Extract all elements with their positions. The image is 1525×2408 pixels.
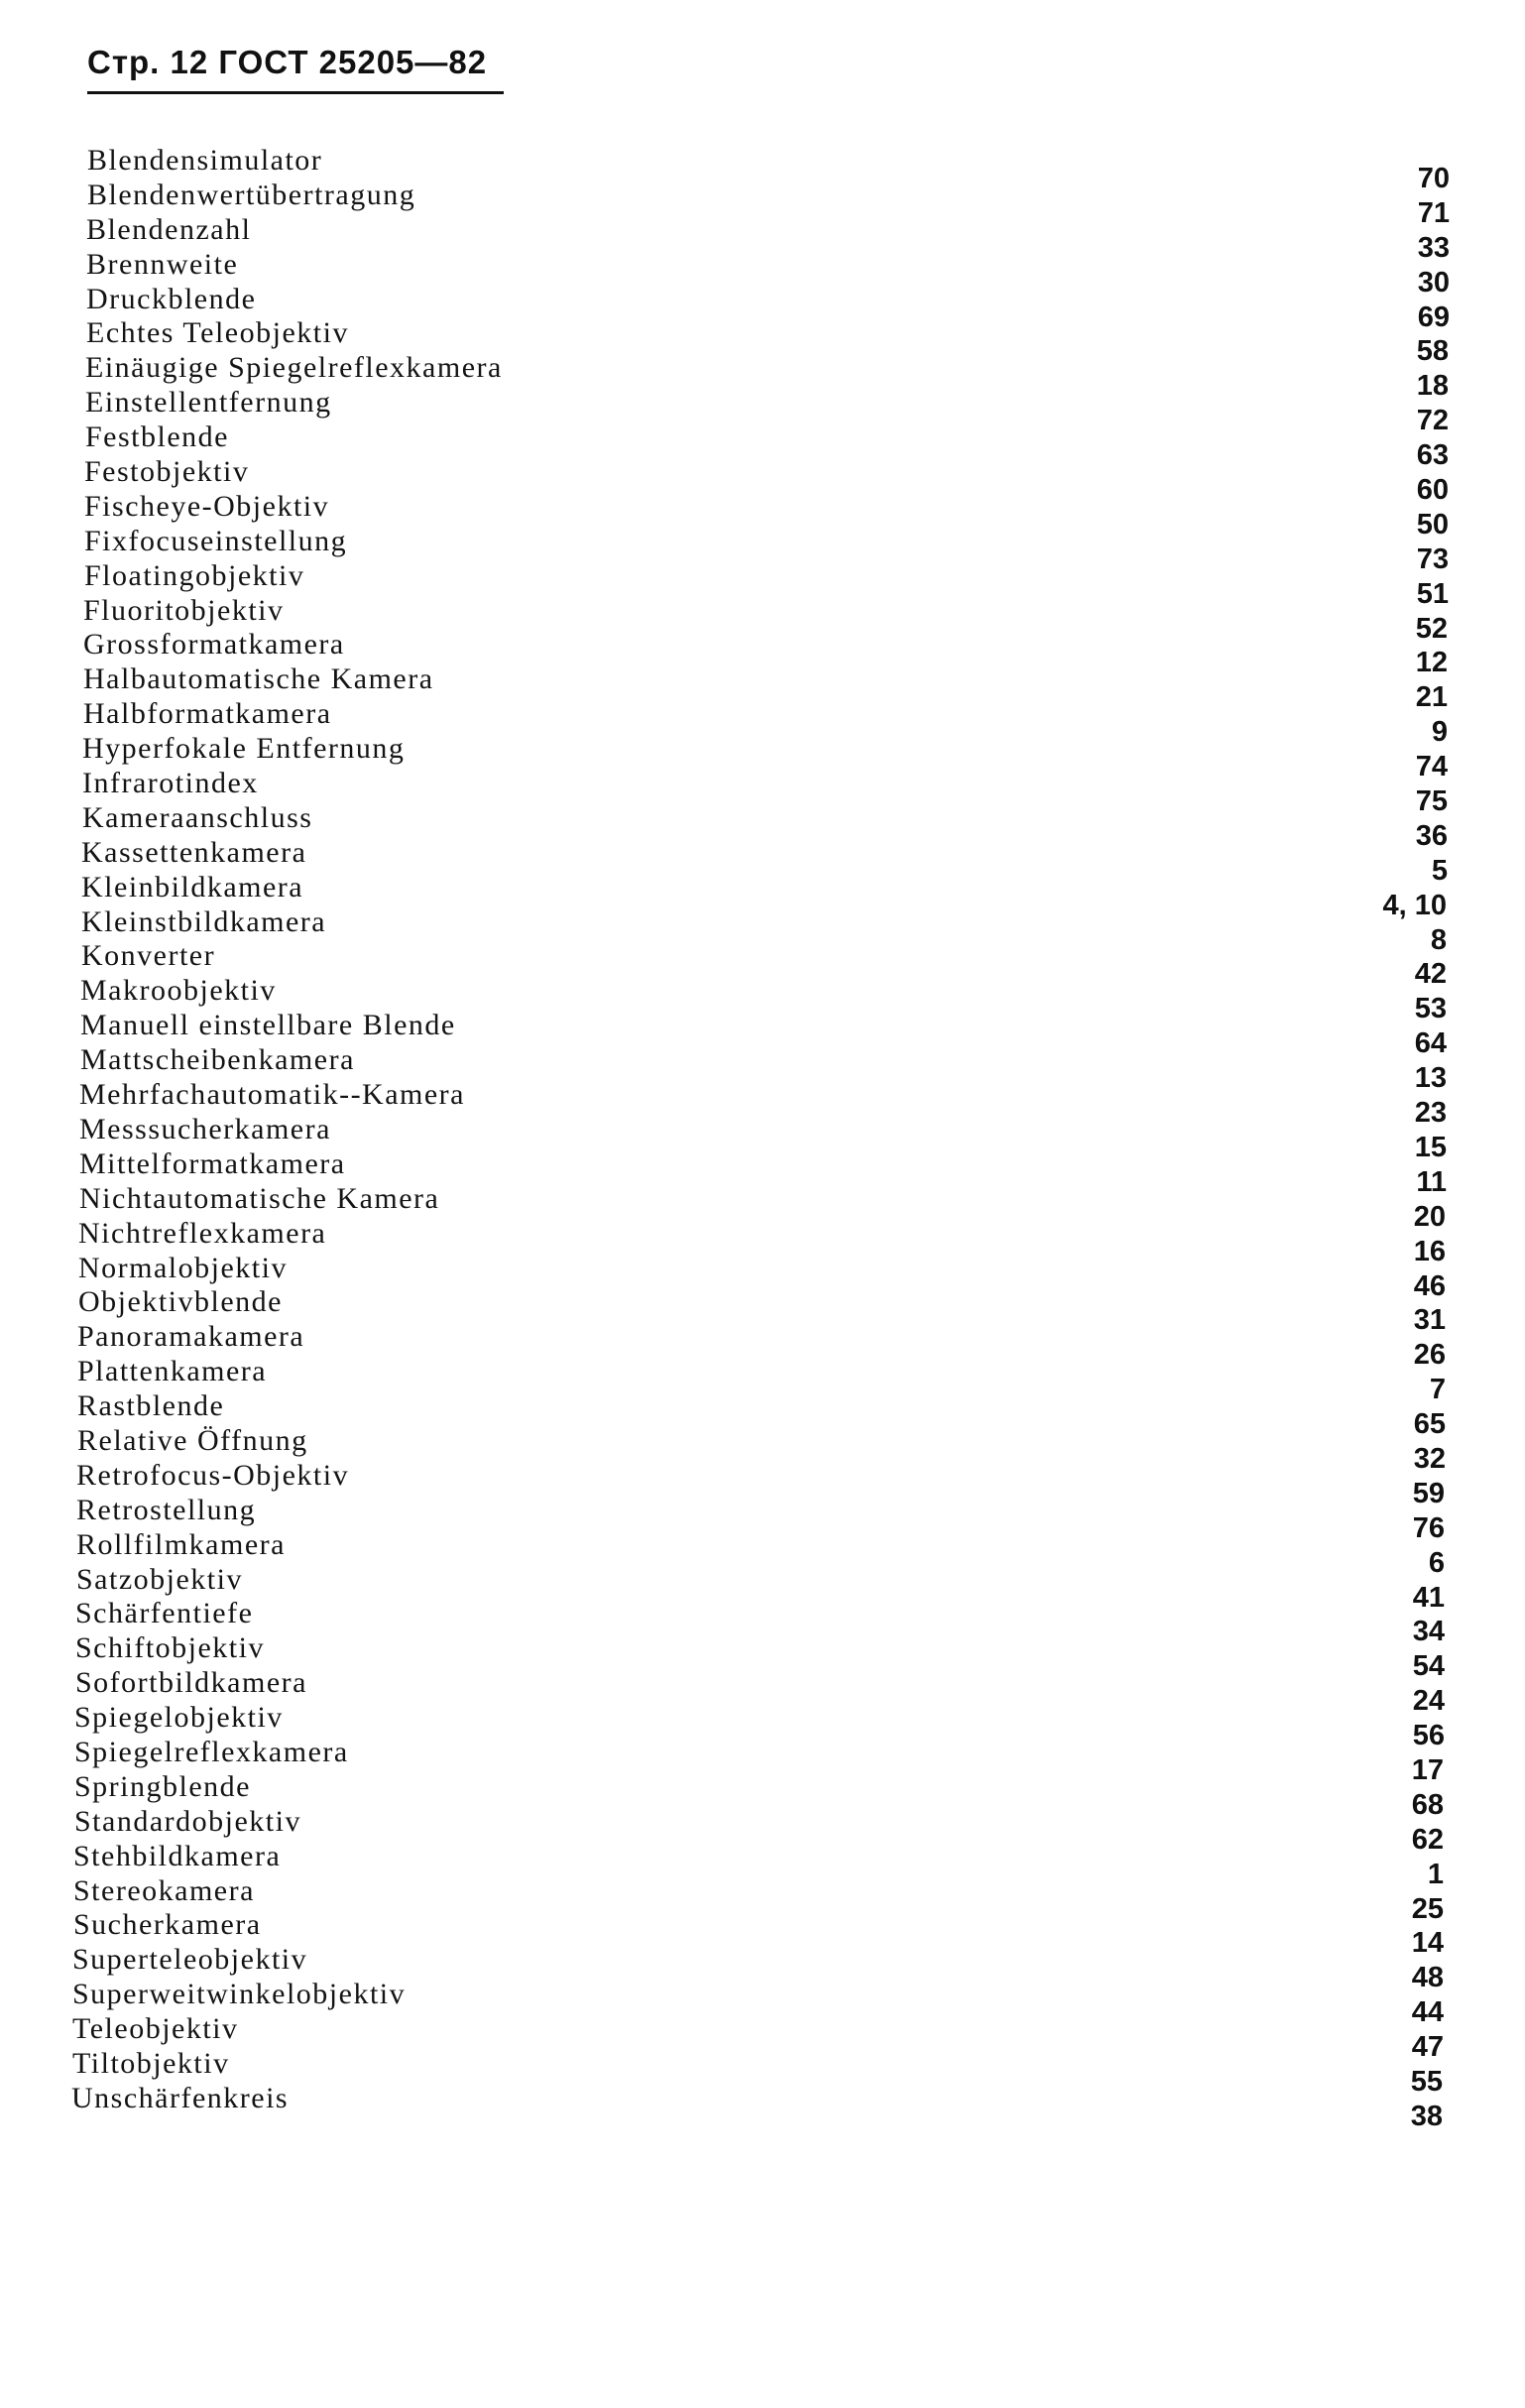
index-page-number: 17 xyxy=(1411,1753,1444,1786)
index-term: Normalobjektiv xyxy=(78,1251,288,1284)
index-term: Floatingobjektiv xyxy=(84,558,305,592)
index-term: Mehrfachautomatik--Kamera xyxy=(79,1078,465,1112)
index-term: Mittelformatkamera xyxy=(79,1146,346,1180)
index-page-number: 46 xyxy=(1413,1269,1446,1302)
index-page-number: 8 xyxy=(1430,923,1447,956)
index-term: Schärfentiefe xyxy=(75,1597,254,1630)
term-index-list xyxy=(61,144,1450,2132)
index-term: Satzobjektiv xyxy=(76,1562,243,1596)
index-page-number: 5 xyxy=(1431,854,1448,887)
index-term: Unschärfenkreis xyxy=(71,2081,290,2114)
index-page-number: 69 xyxy=(1417,301,1450,333)
index-page-number: 65 xyxy=(1413,1408,1446,1441)
index-page-number: 34 xyxy=(1412,1616,1445,1648)
index-page-number: 1 xyxy=(1427,1858,1444,1890)
index-term: Blendenwertübertragung xyxy=(87,178,416,211)
index-term: Festobjektiv xyxy=(84,455,250,489)
index-term: Objektivblende xyxy=(78,1285,283,1319)
index-page-number: 63 xyxy=(1416,439,1449,472)
index-term: Panoramakamera xyxy=(77,1320,305,1354)
index-page-number: 36 xyxy=(1415,819,1448,852)
index-term: Grossformatkamera xyxy=(83,628,345,662)
index-page-number: 76 xyxy=(1412,1511,1445,1544)
index-page-number: 75 xyxy=(1415,785,1448,818)
index-entry xyxy=(61,732,1450,783)
index-page-number: 50 xyxy=(1416,508,1449,541)
index-page-number: 12 xyxy=(1415,647,1448,679)
index-term: Kassettenkamera xyxy=(81,835,307,869)
index-term: Fixfocuseinstellung xyxy=(84,524,348,557)
index-term: Halbautomatische Kamera xyxy=(83,662,434,696)
header-rule xyxy=(87,91,504,94)
index-term: Plattenkamera xyxy=(77,1355,268,1388)
index-page-number: 7 xyxy=(1429,1374,1446,1406)
index-page-number: 25 xyxy=(1411,1892,1444,1925)
index-term: Superweitwinkelobjektiv xyxy=(72,1978,407,2011)
index-term: Rollfilmkamera xyxy=(76,1527,286,1561)
index-term: Retrofocus-Objektiv xyxy=(76,1458,350,1492)
index-page-number: 55 xyxy=(1410,2065,1443,2098)
index-page-number: 23 xyxy=(1414,1097,1447,1130)
index-term: Manuell einstellbare Blende xyxy=(80,1009,456,1042)
index-page-number: 53 xyxy=(1414,993,1447,1025)
index-page-number: 72 xyxy=(1416,405,1449,437)
index-page-number: 60 xyxy=(1416,474,1449,507)
index-page-number: 13 xyxy=(1414,1062,1447,1095)
index-term: Hyperfokale Entfernung xyxy=(82,732,406,766)
index-term: Retrostellung xyxy=(76,1493,257,1526)
index-term: Echtes Teleobjektiv xyxy=(86,316,349,350)
index-term: Brennweite xyxy=(86,247,239,281)
index-term: Festblende xyxy=(85,421,229,454)
index-term: Makroobjektiv xyxy=(80,974,277,1008)
index-term: Sucherkamera xyxy=(73,1908,262,1942)
index-entry xyxy=(61,974,1450,1025)
index-page-number: 70 xyxy=(1417,163,1450,194)
index-term: Fluoritobjektiv xyxy=(83,593,285,627)
index-page-number: 31 xyxy=(1413,1304,1446,1337)
index-term: Druckblende xyxy=(86,282,257,315)
index-page-number: 14 xyxy=(1411,1927,1444,1960)
index-page-number: 58 xyxy=(1416,335,1449,368)
index-term: Nichtreflexkamera xyxy=(78,1216,327,1250)
index-term: Teleobjektiv xyxy=(72,2012,239,2046)
index-term: Blendensimulator xyxy=(87,144,323,177)
index-page-number: 9 xyxy=(1431,716,1448,749)
index-page-number: 42 xyxy=(1414,958,1447,991)
index-page-number: 20 xyxy=(1413,1200,1446,1233)
index-page-number: 52 xyxy=(1415,612,1448,645)
index-term: Mattscheibenkamera xyxy=(80,1043,355,1077)
index-page-number: 11 xyxy=(1416,1165,1447,1198)
index-page-number: 59 xyxy=(1412,1477,1445,1509)
index-term: Rastblende xyxy=(77,1389,225,1423)
index-page-number: 51 xyxy=(1416,577,1449,610)
index-entry xyxy=(61,1943,1450,1994)
index-term: Stehbildkamera xyxy=(73,1839,282,1872)
index-page-number: 56 xyxy=(1412,1720,1445,1752)
page-header: Стр. 12 ГОСТ 25205—82 xyxy=(87,44,488,80)
index-term: Blendenzahl xyxy=(86,212,252,246)
index-page-number: 47 xyxy=(1411,2031,1444,2064)
index-term: Messsucherkamera xyxy=(79,1112,331,1145)
index-page-number: 73 xyxy=(1416,542,1449,575)
index-page-number: 71 xyxy=(1417,196,1450,229)
index-term: Spiegelobjektiv xyxy=(74,1701,284,1735)
index-page-number: 33 xyxy=(1417,231,1450,264)
index-term: Kleinstbildkamera xyxy=(81,904,327,938)
index-page-number: 74 xyxy=(1415,751,1448,783)
index-term: Nichtautomatische Kamera xyxy=(79,1181,440,1215)
index-term: Sofortbildkamera xyxy=(75,1666,307,1700)
index-page-number: 64 xyxy=(1414,1027,1447,1060)
index-term: Tiltobjektiv xyxy=(72,2046,230,2080)
index-page-number: 68 xyxy=(1411,1788,1444,1821)
index-page-number: 15 xyxy=(1414,1131,1447,1163)
index-term: Standardobjektiv xyxy=(74,1804,301,1838)
index-term: Kameraanschluss xyxy=(82,800,313,834)
index-term: Einäugige Spiegelreflexkamera xyxy=(85,351,503,385)
index-page-number: 48 xyxy=(1411,1962,1444,1994)
index-page-number: 26 xyxy=(1413,1339,1446,1372)
index-page-number: 38 xyxy=(1410,2100,1443,2132)
index-term: Relative Öffnung xyxy=(77,1423,308,1457)
index-page-number: 62 xyxy=(1411,1823,1444,1856)
index-term: Einstellentfernung xyxy=(85,386,332,420)
index-term: Schiftobjektiv xyxy=(75,1631,265,1665)
index-page-number: 4, 10 xyxy=(1382,889,1447,921)
index-page-number: 18 xyxy=(1416,370,1449,403)
index-page-number: 24 xyxy=(1412,1685,1445,1718)
index-term: Fischeye-Objektiv xyxy=(84,489,330,523)
index-term: Springblende xyxy=(74,1769,251,1803)
index-page-number: 54 xyxy=(1412,1650,1445,1683)
index-term: Stereokamera xyxy=(73,1873,255,1907)
index-term: Superteleobjektiv xyxy=(72,1943,308,1977)
index-page-number: 16 xyxy=(1413,1235,1446,1267)
index-term: Konverter xyxy=(81,939,216,973)
index-entry xyxy=(61,144,1450,194)
index-term: Spiegelreflexkamera xyxy=(74,1735,349,1768)
index-page-number: 32 xyxy=(1413,1442,1446,1475)
index-page-number: 41 xyxy=(1412,1581,1445,1614)
index-term: Kleinbildkamera xyxy=(81,870,304,903)
index-term: Infrarotindex xyxy=(82,767,259,800)
index-entry xyxy=(61,386,1450,437)
index-page-number: 30 xyxy=(1417,266,1450,299)
index-page-number: 21 xyxy=(1415,681,1448,714)
index-page-number: 44 xyxy=(1411,1996,1444,2029)
index-page-number: 6 xyxy=(1428,1546,1445,1579)
index-term: Halbformatkamera xyxy=(83,697,332,731)
